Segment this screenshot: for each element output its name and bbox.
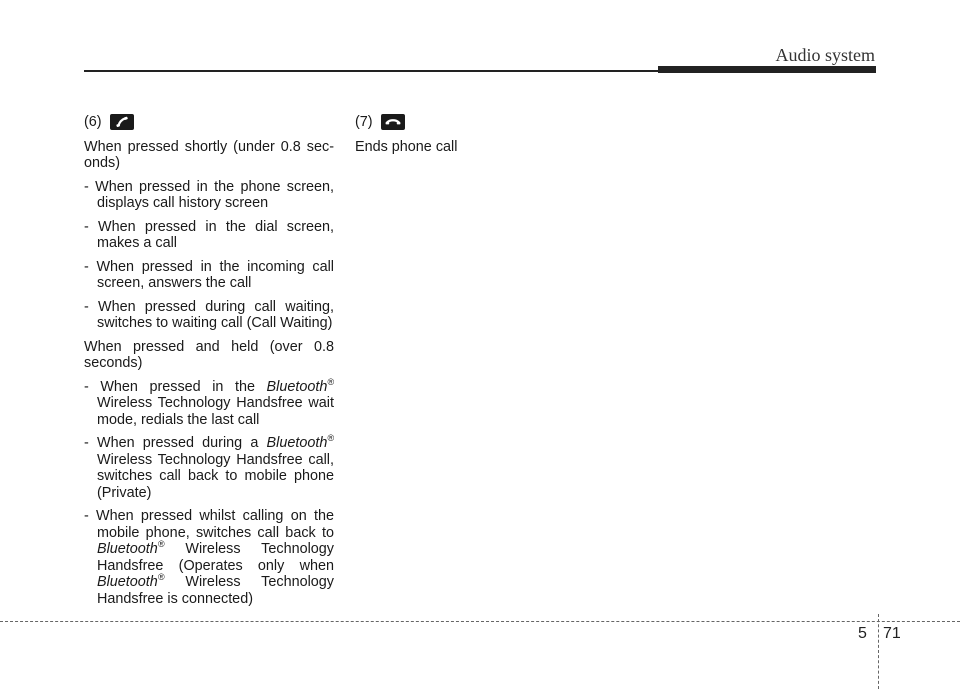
text-segment: Wireless Technology Handsfree wait mode, redials the last call [97,395,334,428]
section-7-heading [355,114,605,131]
registered-mark: ® [157,539,165,550]
text-segment: Wireless Technology Handsfree is connected) [97,574,334,607]
registered-mark: ® [157,572,165,583]
section-6-heading [84,114,334,131]
chapter-number: 5 [858,625,867,642]
header-rule [84,70,658,72]
section-number: (7) [355,114,373,130]
bluetooth-brand [267,435,334,451]
page-number: 71 [883,625,901,642]
header-bar [658,66,876,73]
list-item [84,435,334,501]
phone-end-icon [381,114,405,130]
registered-mark: ® [327,433,334,444]
brand-name: Bluetooth [97,541,158,557]
footer-divider [878,614,879,689]
text-segment: Wireless Technology Handsfree call, switches call back to mobile phone (Private) [97,451,334,501]
list-item: - When pressed in the dial screen, makes a call [84,218,334,251]
phone-answer-icon [110,114,134,130]
short-press-intro: When pressed shortly (under 0.8 sec-onds) [84,138,334,171]
list-item [84,376,334,429]
footer-rule [0,621,960,622]
list-item: - When pressed in the phone screen, displays call history screen [84,178,334,211]
bluetooth-brand [97,541,164,557]
brand-name: Bluetooth [266,435,328,451]
left-column [84,114,334,614]
brand-name: Bluetooth [97,574,158,590]
bluetooth-brand [97,574,164,590]
text-segment: - When pressed during a [84,435,267,451]
section-number: (6) [84,114,102,130]
long-press-intro: When pressed and held (over 0.8 seconds) [84,338,334,371]
text-segment: Wireless Technology Handsfree (Operates only when [97,541,334,574]
brand-name: Bluetooth [266,378,328,395]
end-call-description: Ends phone call [355,138,458,155]
list-item: - When pressed in the incoming call screen, answers the call [84,258,334,291]
list-item [84,508,334,607]
list-item: - When pressed during call waiting, switches to waiting call (Call Waiting) [84,298,334,331]
right-column [355,114,605,162]
bluetooth-brand [266,376,334,395]
page-header-title: Audio system [775,45,875,65]
text-segment: - When pressed in the [84,378,267,395]
text-segment: - When pressed whilst calling on the mobile phone, switches call back to [84,508,334,541]
registered-mark: ® [327,376,334,387]
